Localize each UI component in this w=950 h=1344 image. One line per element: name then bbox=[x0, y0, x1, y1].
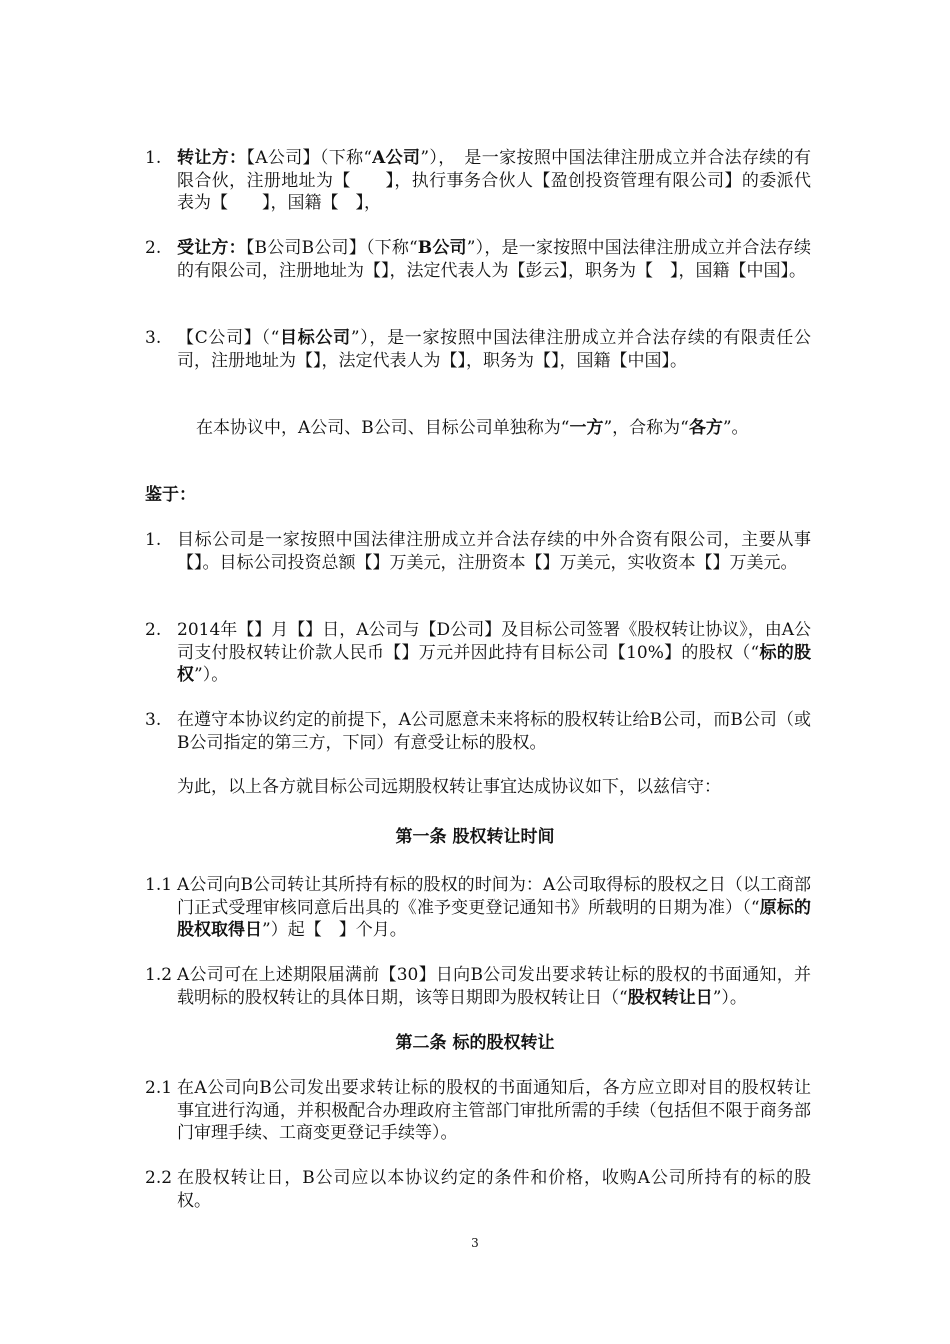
term-one-party: 一方 bbox=[569, 418, 604, 438]
clause-2-2-paragraph: 在股权转让日，B公司应以本协议约定的条件和价格，收购A公司所持有的标的股权。 bbox=[177, 1168, 811, 1211]
clause-1-1-text-a: A公司向B公司转让其所持有标的股权的时间为：A公司取得标的股权之日（以工商部门正式受理审核同意后出具的《准予变更登记通知书》所载明的日期为准）（“ bbox=[177, 875, 811, 918]
party-2-text-b: ”），是一家按照中国法律注册成立并合法存续的有限公司，注册地址为【】，法定代表人为【彭云】，职务为【 】，国籍【中国】。 bbox=[177, 238, 811, 281]
whereas-1-paragraph: 目标公司是一家按照中国法律注册成立并合法存续的中外合资有限公司，主要从事【】。目标公司投资总额【】万美元，注册资本【】万美元，实收资本【】万美元。 bbox=[177, 530, 811, 573]
party-1-label: 转让方： bbox=[177, 148, 247, 168]
article-1-title: 第一条 股权转让时间 bbox=[395, 827, 555, 847]
term-all-parties: 各方 bbox=[688, 418, 723, 438]
page-number: 3 bbox=[471, 1236, 479, 1250]
clause-1-2-text-b: ”）。 bbox=[712, 987, 747, 1008]
party-2-label: 受让方： bbox=[177, 238, 246, 258]
party-2-paragraph bbox=[177, 237, 811, 282]
collective-text-c: ”。 bbox=[722, 418, 749, 438]
clause-1-1-paragraph bbox=[177, 874, 811, 942]
whereas-2-text-b: ”）。 bbox=[194, 665, 229, 685]
party-3-paragraph bbox=[177, 327, 811, 372]
collective-definition bbox=[145, 417, 811, 440]
article-2-title: 第二条 标的股权转让 bbox=[395, 1033, 555, 1053]
clause-2-1-number: 2.1 bbox=[145, 1078, 173, 1098]
clause-2-1-paragraph: 在A公司向B公司发出要求转让标的股权的书面通知后，各方应立即对目的股权转让事宜进行沟通，并积极配合办理政府主管部门审批所需的手续（包括但不限于商务部门审理手续、工商变更登记手续等）。 bbox=[177, 1078, 811, 1143]
whereas-2-number: 2. bbox=[145, 620, 162, 640]
party-3-text-b: ”），是一家按照中国法律注册成立并合法存续的有限责任公司，注册地址为【】，法定代表人为【】，职务为【】，国籍【中国】。 bbox=[177, 328, 812, 371]
clause-1-2-text-a: A公司可在上述期限届满前【30】日向B公司发出要求转让标的股权的书面通知，并载明标的股权转让的具体日期，该等日期即为股权转让日（“ bbox=[177, 965, 811, 1008]
party-1-short-name: A公司 bbox=[372, 148, 421, 168]
party-2-text-a: 【B公司B公司】（下称“ bbox=[245, 238, 418, 258]
party-3-text-a: 【C公司】（“ bbox=[177, 328, 280, 348]
party-1-text-b: ”）， 是一家按照中国法律注册成立并合法存续的有限合伙，注册地址为【 】，执行事务合伙人【盈创投资管理有限公司】的委派代表为【 】，国籍【 】， bbox=[177, 148, 811, 213]
clause-1-1-number: 1.1 bbox=[145, 875, 173, 895]
collective-text-a: 在本协议中，A公司、B公司、目标公司单独称为“ bbox=[179, 418, 570, 438]
term-transfer-date: 股权转让日 bbox=[627, 987, 713, 1008]
therefore-paragraph: 为此，以上各方就目标公司远期股权转让事宜达成协议如下，以兹信守： bbox=[177, 777, 721, 797]
whereas-2-text-a: 2014年【】月【】日，A公司与【D公司】及目标公司签署《股权转让协议》，由A公司支付股权转让价款人民币【】万元并因此持有目标公司【10%】的股权（“ bbox=[177, 620, 811, 663]
whereas-3-number: 3. bbox=[145, 710, 162, 730]
whereas-3-paragraph: 在遵守本协议约定的前提下，A公司愿意未来将标的股权转让给B公司，而B公司（或B公司指定的第三方，下同）有意受让标的股权。 bbox=[177, 710, 811, 753]
whereas-1-number: 1. bbox=[145, 530, 162, 550]
party-3-short-name: 目标公司 bbox=[279, 328, 351, 348]
party-1-text-a: 【A公司】（下称“ bbox=[246, 148, 373, 168]
whereas-label: 鉴于： bbox=[145, 485, 196, 505]
party-1-number: 1. bbox=[145, 148, 162, 168]
term-original-acquisition-date: 原标的股权取得日 bbox=[177, 897, 811, 940]
party-2-number: 2. bbox=[145, 238, 162, 258]
clause-1-1-text-b: ”）起【 】个月。 bbox=[262, 920, 407, 940]
party-3-number: 3. bbox=[145, 328, 162, 348]
clause-2-2-number: 2.2 bbox=[145, 1168, 173, 1188]
collective-text-b: ”，合称为“ bbox=[603, 418, 689, 438]
party-1-paragraph bbox=[177, 147, 811, 215]
term-target-equity: 标的股权 bbox=[177, 642, 812, 685]
clause-1-2-paragraph bbox=[177, 964, 811, 1009]
party-2-short-name: B公司 bbox=[417, 238, 467, 258]
whereas-2-paragraph bbox=[177, 619, 811, 687]
clause-1-2-number: 1.2 bbox=[145, 965, 173, 985]
